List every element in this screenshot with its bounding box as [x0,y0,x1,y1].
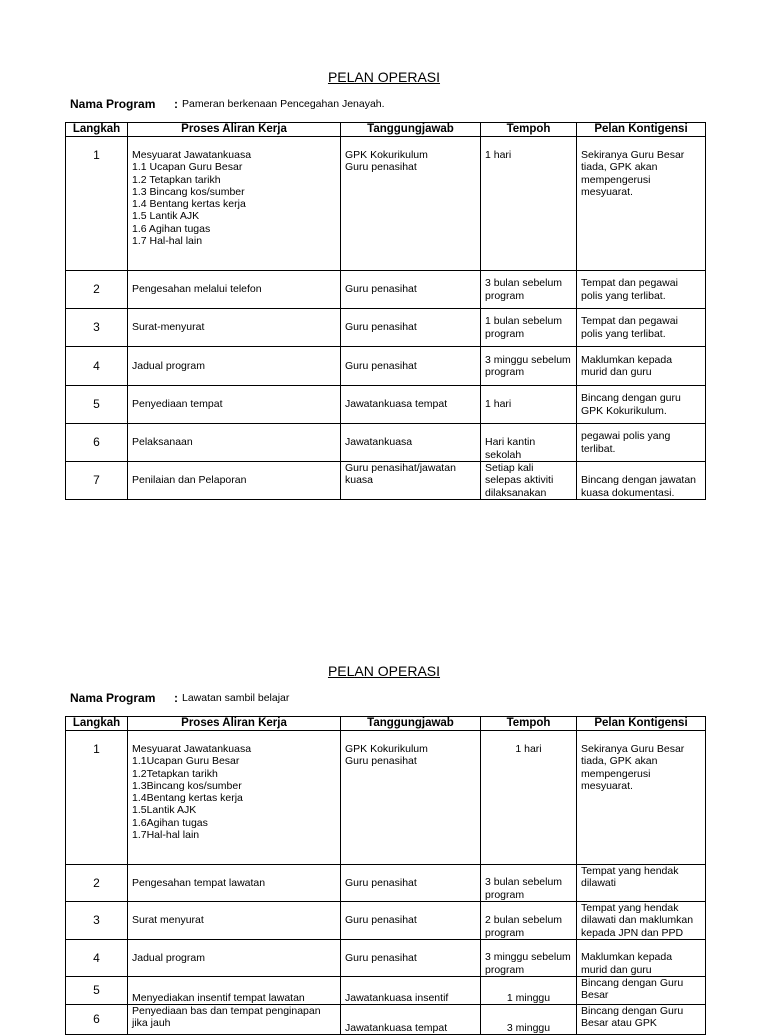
step-number: 3 [66,309,128,347]
proses-cell: Menyediakan insentif tempat lawatan [128,976,341,1004]
proses-cell: Jadual program [128,939,341,976]
table-row [66,462,706,500]
tanggungjawab-cell: Guru penasihat/jawatan kuasa [341,462,481,500]
tanggungjawab-cell: Jawatankuasa [341,424,481,462]
program-name-value: Pameran berkenaan Pencegahan Jenayah. [182,98,385,110]
table-row [66,386,706,424]
kontigensi-cell: Tempat yang hendak dilawati [577,865,706,902]
proses-line: 1.1Ucapan Guru Besar [132,755,240,768]
proses-line: Mesyuarat Jawatankuasa [132,149,252,161]
step-number: 1 [66,731,128,865]
proses-line: Mesyuarat Jawatankuasa [132,743,252,755]
tempoh-cell: 3 minggu sebelum program [481,347,577,386]
tanggungjawab-cell: Guru penasihat [341,271,481,309]
page-title: PELAN OPERASI [327,69,441,85]
proses-line: 1.5Lantik AJK [132,804,197,817]
tempoh-cell: 3 bulan sebelum program [481,271,577,309]
step-number: 6 [66,424,128,462]
program-name-colon: : [174,691,178,705]
kontigensi-cell: Maklumkan kepada murid dan guru [577,347,706,386]
proses-line: 1.7Hal-hal lain [132,829,200,842]
proses-cell: Pelaksanaan [128,424,341,462]
kontigensi-cell: Tempat dan pegawai polis yang terlibat. [577,309,706,347]
proses-line: 1.3 Bincang kos/sumber [132,185,245,198]
proses-line: 1.5 Lantik AJK [132,210,200,223]
kontigensi-cell: Maklumkan kepada murid dan guru [577,939,706,976]
table-row [66,976,706,1004]
kontigensi-cell: Tempat yang hendak dilawati dan maklumkan kepada JPN dan PPD [577,902,706,940]
tanggungjawab-cell: Jawatankuasa tempat [341,1004,481,1034]
header-langkah: Langkah [66,717,128,731]
table-row [66,731,706,865]
kontigensi-cell: Bincang dengan Guru Besar atau GPK [577,1004,706,1034]
step-number: 7 [66,462,128,500]
step-number: 6 [66,1004,128,1034]
tanggungjawab-cell: Jawatankuasa insentif [341,976,481,1004]
step-number: 4 [66,939,128,976]
proses-cell: Pengesahan melalui telefon [128,271,341,309]
step-number: 2 [66,271,128,309]
table-row [66,865,706,902]
proses-cell: Penilaian dan Pelaporan [128,462,341,500]
proses-cell: Penyediaan bas dan tempat penginapan jika jauh [128,1004,341,1034]
page-title: PELAN OPERASI [327,663,441,679]
proses-cell: Penyediaan tempat [128,386,341,424]
step-number: 4 [66,347,128,386]
header-kontigensi: Pelan Kontigensi [577,123,706,137]
kontigensi-cell: Bincang dengan guru GPK Kokurikulum. [577,386,706,424]
kontigensi-cell: Bincang dengan Guru Besar [577,976,706,1004]
header-tanggungjawab: Tanggungjawab [341,123,481,137]
header-langkah: Langkah [66,123,128,137]
tempoh-cell: 3 minggu sebelum program [481,939,577,976]
tempoh-cell: 3 bulan sebelum program [481,865,577,902]
tempoh-cell: 3 minggu [481,1004,577,1034]
table-row [66,902,706,940]
tempoh-cell: 1 hari [481,386,577,424]
table-header-row [66,717,706,731]
tempoh-cell: Setiap kali selepas aktiviti dilaksanakan [481,462,577,500]
program-name-label: Nama Program [70,691,156,705]
proses-line: 1.6Agihan tugas [132,816,208,829]
tempoh-cell: 1 bulan sebelum program [481,309,577,347]
proses-cell [128,731,341,865]
tanggungjawab-cell: GPK Kokurikulum Guru penasihat [341,731,481,865]
header-tanggungjawab: Tanggungjawab [341,717,481,731]
kontigensi-cell: Sekiranya Guru Besar tiada, GPK akan mempengerusi mesyuarat. [577,137,706,271]
tempoh-cell: 2 bulan sebelum program [481,902,577,940]
tanggungjawab-cell: Guru penasihat [341,902,481,940]
tanggungjawab-cell: Guru penasihat [341,865,481,902]
program-name-label: Nama Program [70,97,156,111]
table-row [66,137,706,271]
step-number: 5 [66,976,128,1004]
program-name-value: Lawatan sambil belajar [182,692,290,704]
header-proses: Proses Aliran Kerja [128,123,341,137]
table-row [66,939,706,976]
table-header-row [66,123,706,137]
step-number: 3 [66,902,128,940]
table-row [66,1004,706,1034]
kontigensi-cell: pegawai polis yang terlibat. [577,424,706,462]
header-proses: Proses Aliran Kerja [128,717,341,731]
operation-plan-table [65,716,706,1035]
tempoh-cell: Hari kantin sekolah [481,424,577,462]
proses-cell: Jadual program [128,347,341,386]
proses-line: 1.4Bentang kertas kerja [132,792,243,805]
table-row [66,424,706,462]
operation-plan-table [65,122,706,500]
table-row [66,347,706,386]
table-row [66,271,706,309]
step-number: 5 [66,386,128,424]
header-tempoh: Tempoh [481,717,577,731]
tanggungjawab-cell: Guru penasihat [341,347,481,386]
program-name-colon: : [174,97,178,111]
proses-cell: Surat menyurat [128,902,341,940]
tanggungjawab-cell: GPK Kokurikulum Guru penasihat [341,137,481,271]
proses-line: 1.6 Agihan tugas [132,222,211,235]
header-kontigensi: Pelan Kontigensi [577,717,706,731]
header-tempoh: Tempoh [481,123,577,137]
proses-line: 1.2 Tetapkan tarikh [132,173,221,186]
proses-line: 1.2Tetapkan tarikh [132,767,218,780]
step-number: 1 [66,137,128,271]
proses-cell [128,137,341,271]
tempoh-cell: 1 hari [481,137,577,271]
proses-line: 1.3Bincang kos/sumber [132,779,242,792]
kontigensi-cell: Bincang dengan jawatan kuasa dokumentasi. [577,462,706,500]
tempoh-cell: 1 hari [481,731,577,865]
proses-line: 1.7 Hal-hal lain [132,235,203,248]
kontigensi-cell: Sekiranya Guru Besar tiada, GPK akan mempengerusi mesyuarat. [577,731,706,865]
step-number: 2 [66,865,128,902]
proses-line: 1.4 Bentang kertas kerja [132,198,246,211]
tempoh-cell: 1 minggu [481,976,577,1004]
proses-line: 1.1 Ucapan Guru Besar [132,161,243,174]
proses-cell: Surat-menyurat [128,309,341,347]
table-row [66,309,706,347]
tanggungjawab-cell: Jawatankuasa tempat [341,386,481,424]
tanggungjawab-cell: Guru penasihat [341,309,481,347]
kontigensi-cell: Tempat dan pegawai polis yang terlibat. [577,271,706,309]
proses-cell: Pengesahan tempat lawatan [128,865,341,902]
tanggungjawab-cell: Guru penasihat [341,939,481,976]
